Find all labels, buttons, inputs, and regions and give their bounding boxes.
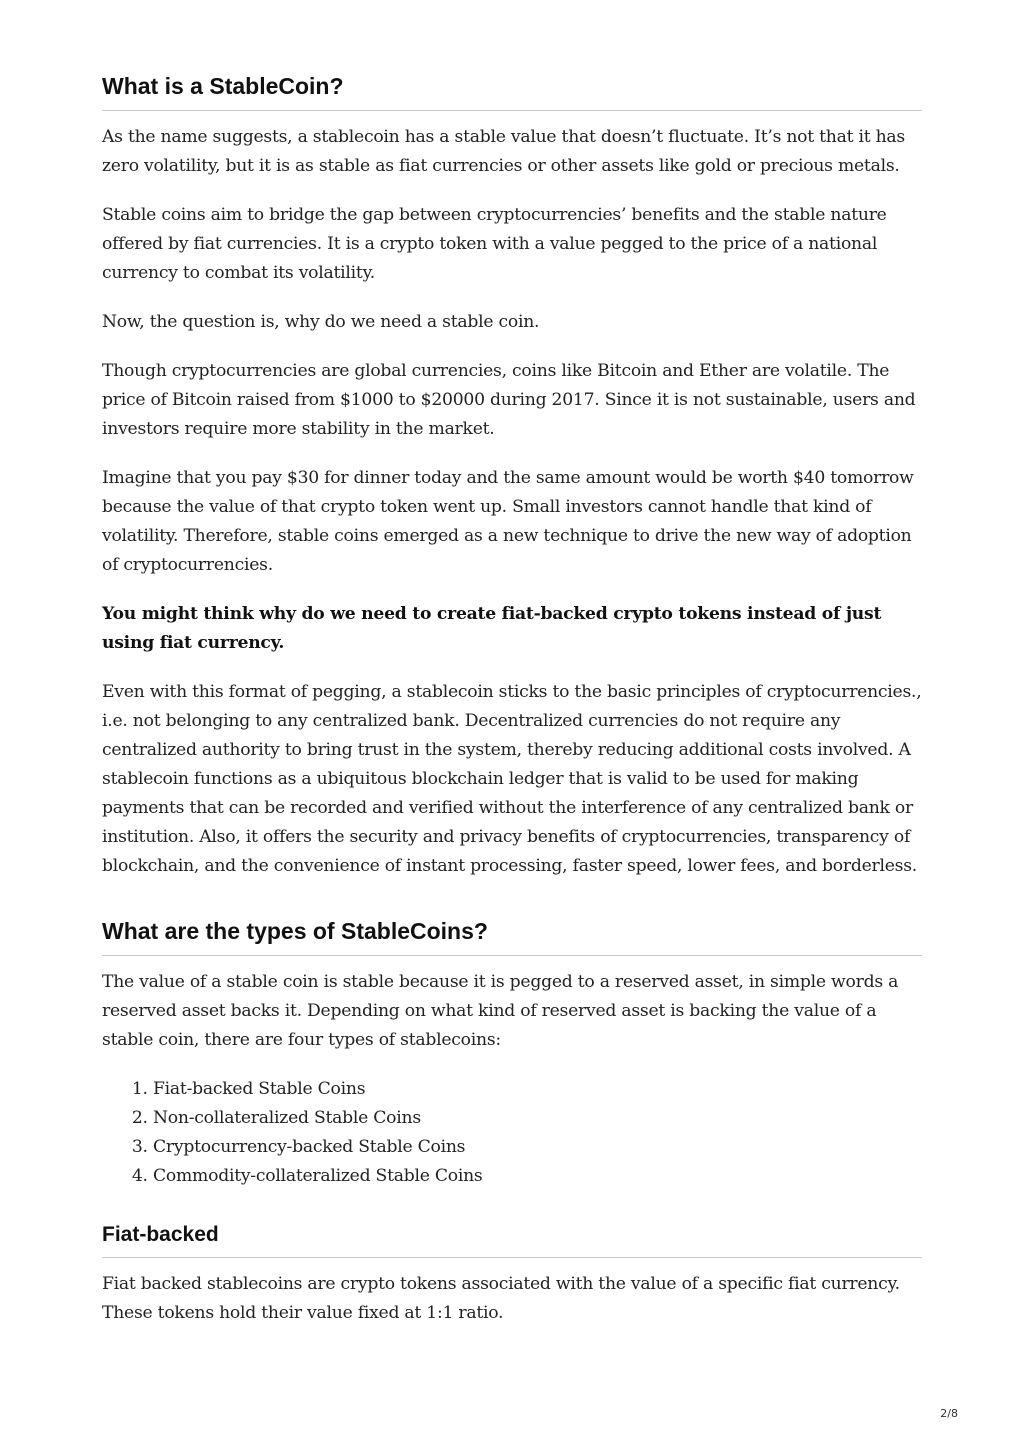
paragraph: Now, the question is, why do we need a stable coin.: [102, 312, 540, 332]
bold-paragraph: You might think why do we need to create fiat-backed crypto tokens instead of just using fiat currency.: [102, 604, 882, 653]
paragraph: Fiat backed stablecoins are crypto tokens associated with the value of a specific fiat currency. These tokens hold their value fixed at 1:1 ratio.: [102, 1274, 900, 1323]
paragraph: Stable coins aim to bridge the gap between cryptocurrencies’ benefits and the stable nature offered by fiat currencies. It is a crypto token with a value pegged to the price of a national currency to combat its volatility.: [102, 205, 887, 283]
list-item: 2. Non-collateralized Stable Coins: [153, 1104, 922, 1133]
section-heading-what-is-stablecoin: What is a StableCoin?: [102, 70, 922, 111]
document-page: [102, 70, 922, 1348]
list-item: 3. Cryptocurrency-backed Stable Coins: [153, 1133, 922, 1162]
stablecoin-types-list: [102, 1075, 922, 1191]
paragraph: The value of a stable coin is stable because it is pegged to a reserved asset, in simple words a reserved asset backs it. Depending on what kind of reserved asset is backing the value of a stable coin, there are four types of stablecoins:: [102, 972, 899, 1050]
section-heading-types-of-stablecoins: What are the types of StableCoins?: [102, 915, 922, 956]
paragraph: Though cryptocurrencies are global currencies, coins like Bitcoin and Ether are volatile. The price of Bitcoin raised from $1000 to $20000 during 2017. Since it is not sustainable, users and investors require more stability in the market.: [102, 361, 916, 439]
paragraph: Even with this format of pegging, a stablecoin sticks to the basic principles of cryptocurrencies., i.e. not belonging to any centralized bank. Decentralized currencies do not require any centralized authority to bring trust in the system, thereby reducing additional costs involved. A stablecoin functions as a ubiquitous blockchain ledger that is valid to be used for making payments that can be recorded and verified without the interference of any centralized bank or institution. Also, it offers the security and privacy benefits of cryptocurrencies, transparency of blockchain, and the convenience of instant processing, faster speed, lower fees, and borderless.: [102, 682, 922, 876]
page-number: 2/8: [940, 1407, 958, 1420]
paragraph: Imagine that you pay $30 for dinner today and the same amount would be worth $40 tomorrow because the value of that crypto token went up. Small investors cannot handle that kind of volatility. Therefore, stable coins emerged as a new technique to drive the new way of adoption of cryptocurrencies.: [102, 468, 914, 575]
list-item: 1. Fiat-backed Stable Coins: [153, 1075, 922, 1104]
subsection-heading-fiat-backed: Fiat-backed: [102, 1221, 922, 1258]
paragraph: As the name suggests, a stablecoin has a stable value that doesn’t fluctuate. It’s not that it has zero volatility, but it is as stable as fiat currencies or other assets like gold or precious metals.: [102, 127, 905, 176]
list-item: 4. Commodity-collateralized Stable Coins: [153, 1162, 922, 1191]
